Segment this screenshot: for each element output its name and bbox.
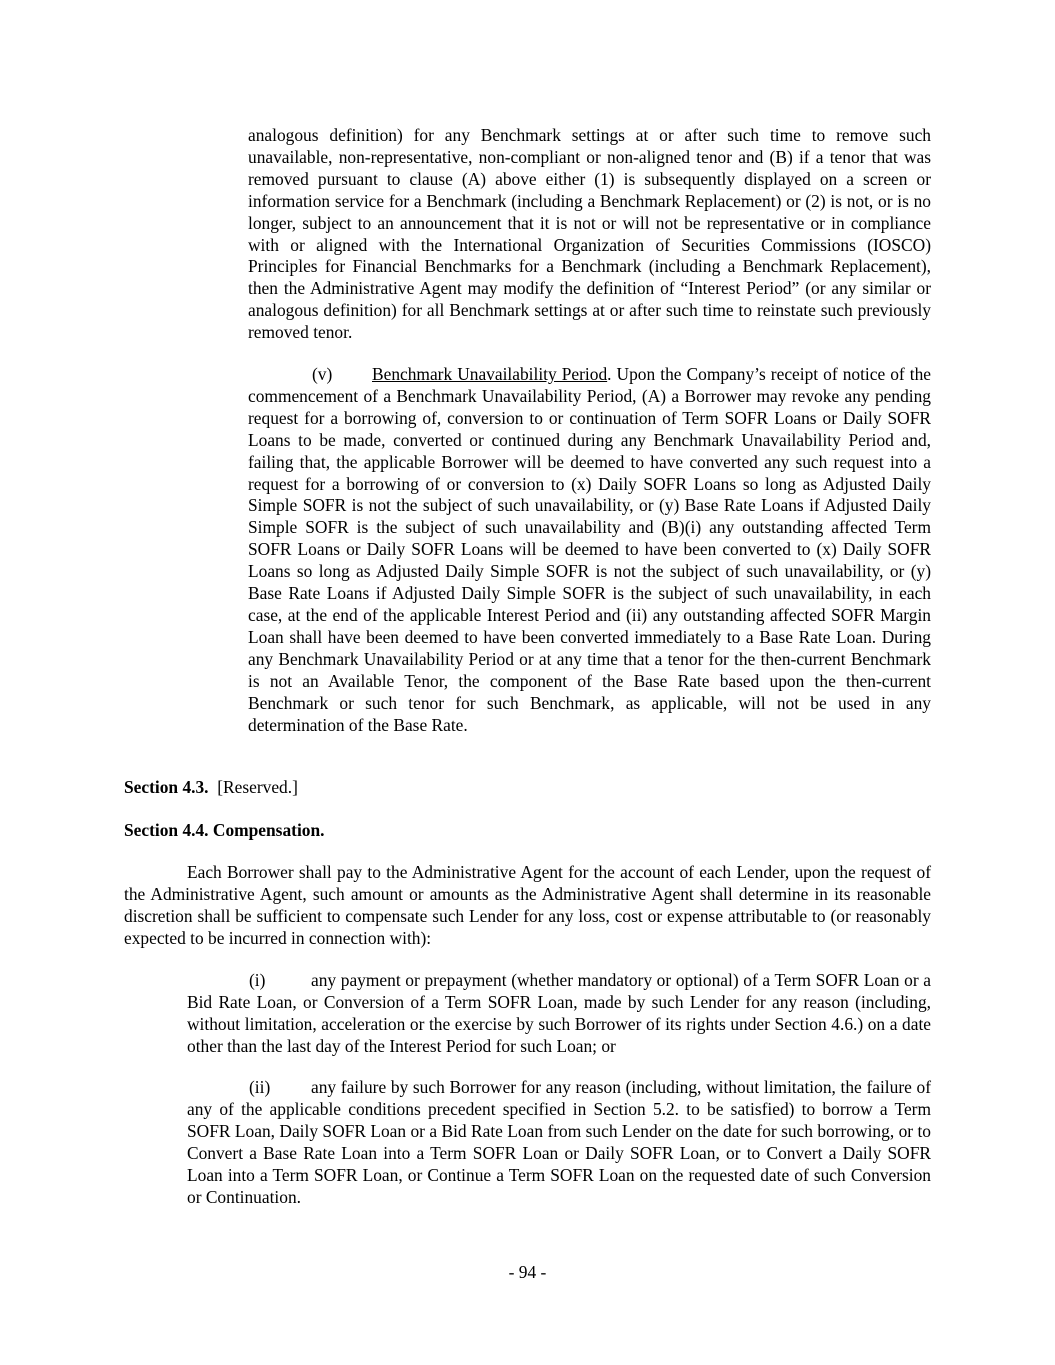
item-i-number: (i) [249,970,266,990]
section-4-3-text: [Reserved.] [217,777,298,797]
paragraph-v-number: (v) [312,364,333,384]
item-i [187,970,931,1058]
item-ii [187,1077,931,1208]
item-ii-number: (ii) [249,1077,271,1097]
paragraph-v-text: . Upon the Company’s receipt of notice of the commencement of a Benchmark Unavailability Period, (A) a Borrower may revoke any pending request for a borrowing of, conversion to or continuation of Term SOFR Loans or Daily SOFR Loans to be made, converted or continued during any Benchmark Unavailability Period and, failing that, the applicable Borrower will be deemed to have converted any such request into a request for a borrowing of or conversion to (x) Daily SOFR Loans so long as Adjusted Daily Simple SOFR is not the subject of such unavailability, or (y) Base Rate Loans if Adjusted Daily Simple SOFR is the subject of such unavailability and (B)(i) any outstanding affected Term SOFR Loans or Daily SOFR Loans will be deemed to have been converted to (x) Daily SOFR Loans so long as Adjusted Daily Simple SOFR is not the subject of such unavailability, or (y) Base Rate Loans if Adjusted Daily Simple SOFR is the subject of such unavailability, in each case, at the end of the applicable Interest Period and (ii) any outstanding affected SOFR Margin Loan shall have been deemed to have been converted immediately to a Base Rate Loan. During any Benchmark Unavailability Period or at any time that a tenor for the then-current Benchmark is not an Available Tenor, the component of the Base Rate based upon the then-current Benchmark or such tenor for such Benchmark, as applicable, will not be used in any determination of the Base Rate. [248,364,932,735]
continued-paragraph-text: analogous definition) for any Benchmark settings at or after such time to remove such unavailable, non-representative, non-compliant or non-aligned tenor and (B) if a tenor that was removed pursuant to clause (A) above either (1) is subsequently displayed on a screen or information service for a Benchmark (including a Benchmark Replacement) or (2) is not, or is no longer, subject to an announcement that it is not or will not be representative or in compliance with or aligned with the International Organization of Securities Commissions (IOSCO) Principles for Financial Benchmarks for a Benchmark (including a Benchmark Replacement), then the Administrative Agent may modify the definition of “Interest Period” (or any similar or analogous definition) for all Benchmark settings at or after such time to reinstate such previously removed tenor. [248,125,931,343]
section-4-3 [124,777,931,799]
section-4-4-heading [124,820,931,842]
compensation-paragraph-text: Each Borrower shall pay to the Administrative Agent for the account of each Lender, upon the request of the Administrative Agent, such amount or amounts as the Administrative Agent shall determine in its reasonable discretion shall be sufficient to compensate such Lender for any loss, cost or expense attributable to (or reasonably expected to be incurred in connection with): [124,862,931,948]
item-i-text: any payment or prepayment (whether mandatory or optional) of a Term SOFR Loan or a Bid Rate Loan, or Conversion of a Term SOFR Loan, made by such Lender for any reason (including, without limitation, acceleration or the exercise by such Borrower of its rights under Section 4.6.) on a date other than the last day of the Interest Period for such Loan; or [187,970,931,1056]
item-ii-text: any failure by such Borrower for any reason (including, without limitation, the failure of any of the applicable conditions precedent specified in Section 5.2. to be satisfied) to borrow a Term SOFR Loan, Daily SOFR Loan or a Bid Rate Loan from such Lender on the date for such borrowing, or to Convert a Base Rate Loan into a Term SOFR Loan or Daily SOFR Loan, or to Convert a Daily SOFR Loan into a Term SOFR Loan, or Continue a Term SOFR Loan on the requested date of such Conversion or Continuation. [187,1077,931,1207]
paragraph-v-heading: Benchmark Unavailability Period [372,364,608,384]
paragraph-v [248,364,931,736]
continued-paragraph [248,125,931,344]
page-number: - 94 - [508,1262,547,1282]
section-4-3-label: Section 4.3. [124,777,209,797]
compensation-paragraph [124,862,931,950]
section-4-4-label: Section 4.4. Compensation. [124,820,325,840]
